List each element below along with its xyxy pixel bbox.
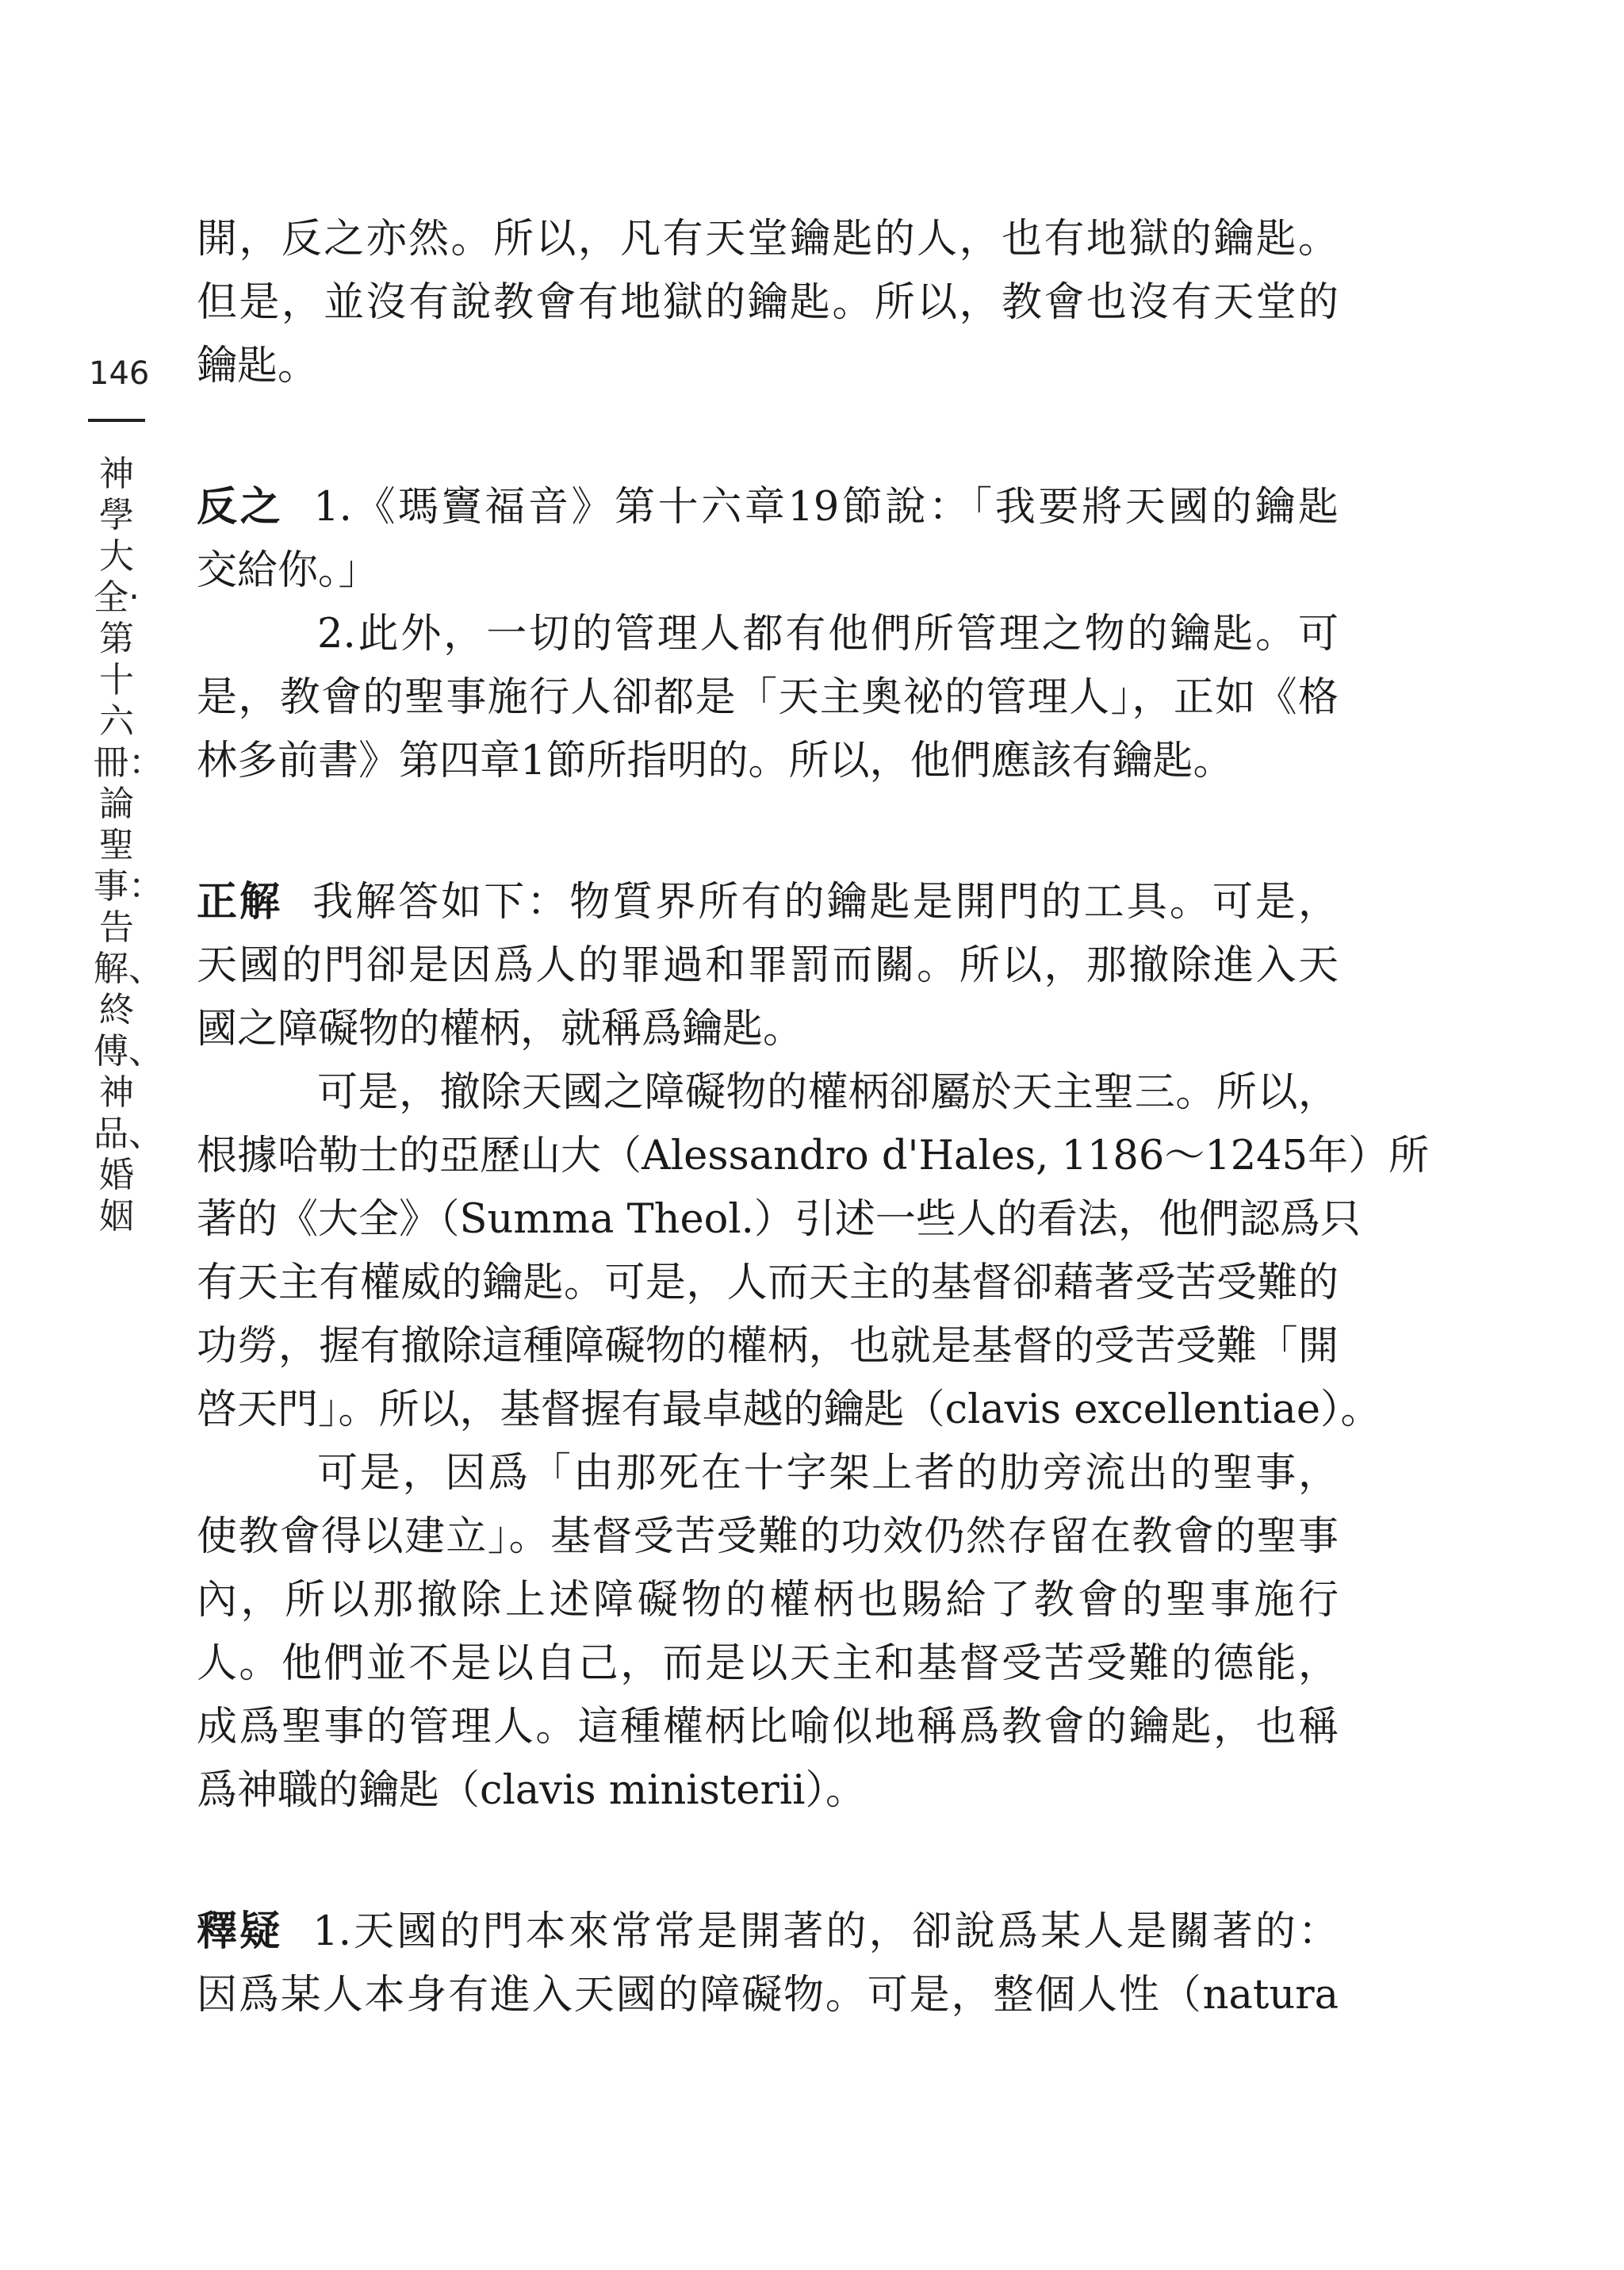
- text-line: 啓天門」。所以，基督握有最卓越的鑰匙（clavis excellentiae）。: [197, 1386, 1381, 1433]
- text-line: 開，反之亦然。所以，凡有天堂鑰匙的人，也有地獄的鑰匙。: [197, 216, 1339, 263]
- text-line: 爲神職的鑰匙（clavis ministerii）。: [197, 1767, 866, 1814]
- text-line: 成爲聖事的管理人。這種權柄比喻似地稱爲教會的鑰匙，也稱: [197, 1704, 1339, 1750]
- text-line: [197, 476, 1339, 539]
- page-number: 146: [89, 355, 150, 392]
- objections-tail: [197, 208, 1339, 398]
- text-line: 天國的門卻是因爲人的罪過和罪罰而關。所以，那撤除進入天: [197, 942, 1339, 989]
- text-line: [197, 1900, 1339, 1964]
- text-line: 可是，撤除天國之障礙物的權柄卻屬於天主聖三。所以，: [317, 1069, 1339, 1116]
- text-line: 2.此外，一切的管理人都有他們所管理之物的鑰匙。可: [317, 611, 1339, 658]
- text-line: 鑰匙。: [197, 343, 319, 389]
- text-line: 國之障礙物的權柄，就稱爲鑰匙。: [197, 1006, 804, 1053]
- text-line: 著的《大全》（Summa Theol.）引述一些人的看法，他們認爲只: [197, 1196, 1361, 1243]
- text-line: [197, 871, 1339, 934]
- text-line: 因爲某人本身有進入天國的障礙物。可是，整個人性（natura: [197, 1972, 1339, 2019]
- answer-section: [197, 871, 1430, 1823]
- line-text: 1.天國的門本來常常是開著的，卻說爲某人是關著的：: [312, 1908, 1339, 1955]
- text-line: 有天主有權威的鑰匙。可是，人而天主的基督卻藉著受苦受難的: [197, 1260, 1339, 1306]
- line-text: 1.《瑪竇福音》第十六章19節說：「我要將天國的鑰匙: [313, 484, 1339, 531]
- running-title: 神學大全‧第十六冊：論聖事：告解、終傅、神品、婚姻: [94, 454, 163, 1237]
- text-line: 但是，並沒有說教會有地獄的鑰匙。所以，教會也沒有天堂的: [197, 279, 1339, 326]
- page-body: [197, 208, 1430, 2027]
- section-label-answer: 正解: [197, 879, 283, 926]
- text-line: 是，教會的聖事施行人卻都是「天主奧祕的管理人」，正如《格: [197, 674, 1339, 721]
- section-label-sed-contra: 反之: [197, 484, 284, 531]
- text-line: 人。他們並不是以自己，而是以天主和基督受苦受難的德能，: [197, 1640, 1339, 1687]
- text-line: 林多前書》第四章1節所指明的。所以，他們應該有鑰匙。: [197, 738, 1234, 784]
- line-text: 我解答如下：物質界所有的鑰匙是開門的工具。可是，: [312, 879, 1339, 926]
- replies-section: [197, 1900, 1339, 2027]
- text-line: 根據哈勒士的亞歷山大（Alessandro d'Hales, 1186～1245年）所: [197, 1133, 1430, 1179]
- text-line: 功勞，握有撤除這種障礙物的權柄，也就是基督的受苦受難「開: [197, 1323, 1339, 1370]
- text-line: 內，所以那撤除上述障礙物的權柄也賜給了教會的聖事施行: [197, 1577, 1339, 1624]
- text-line: 使教會得以建立」。基督受苦受難的功效仍然存留在教會的聖事: [197, 1513, 1339, 1560]
- text-line: 可是，因爲「由那死在十字架上者的肋旁流出的聖事，: [317, 1450, 1339, 1497]
- margin-rule: [88, 419, 145, 422]
- text-line: 交給你。」: [197, 547, 379, 594]
- section-label-replies: 釋疑: [197, 1908, 283, 1955]
- sed-contra-section: [197, 476, 1339, 793]
